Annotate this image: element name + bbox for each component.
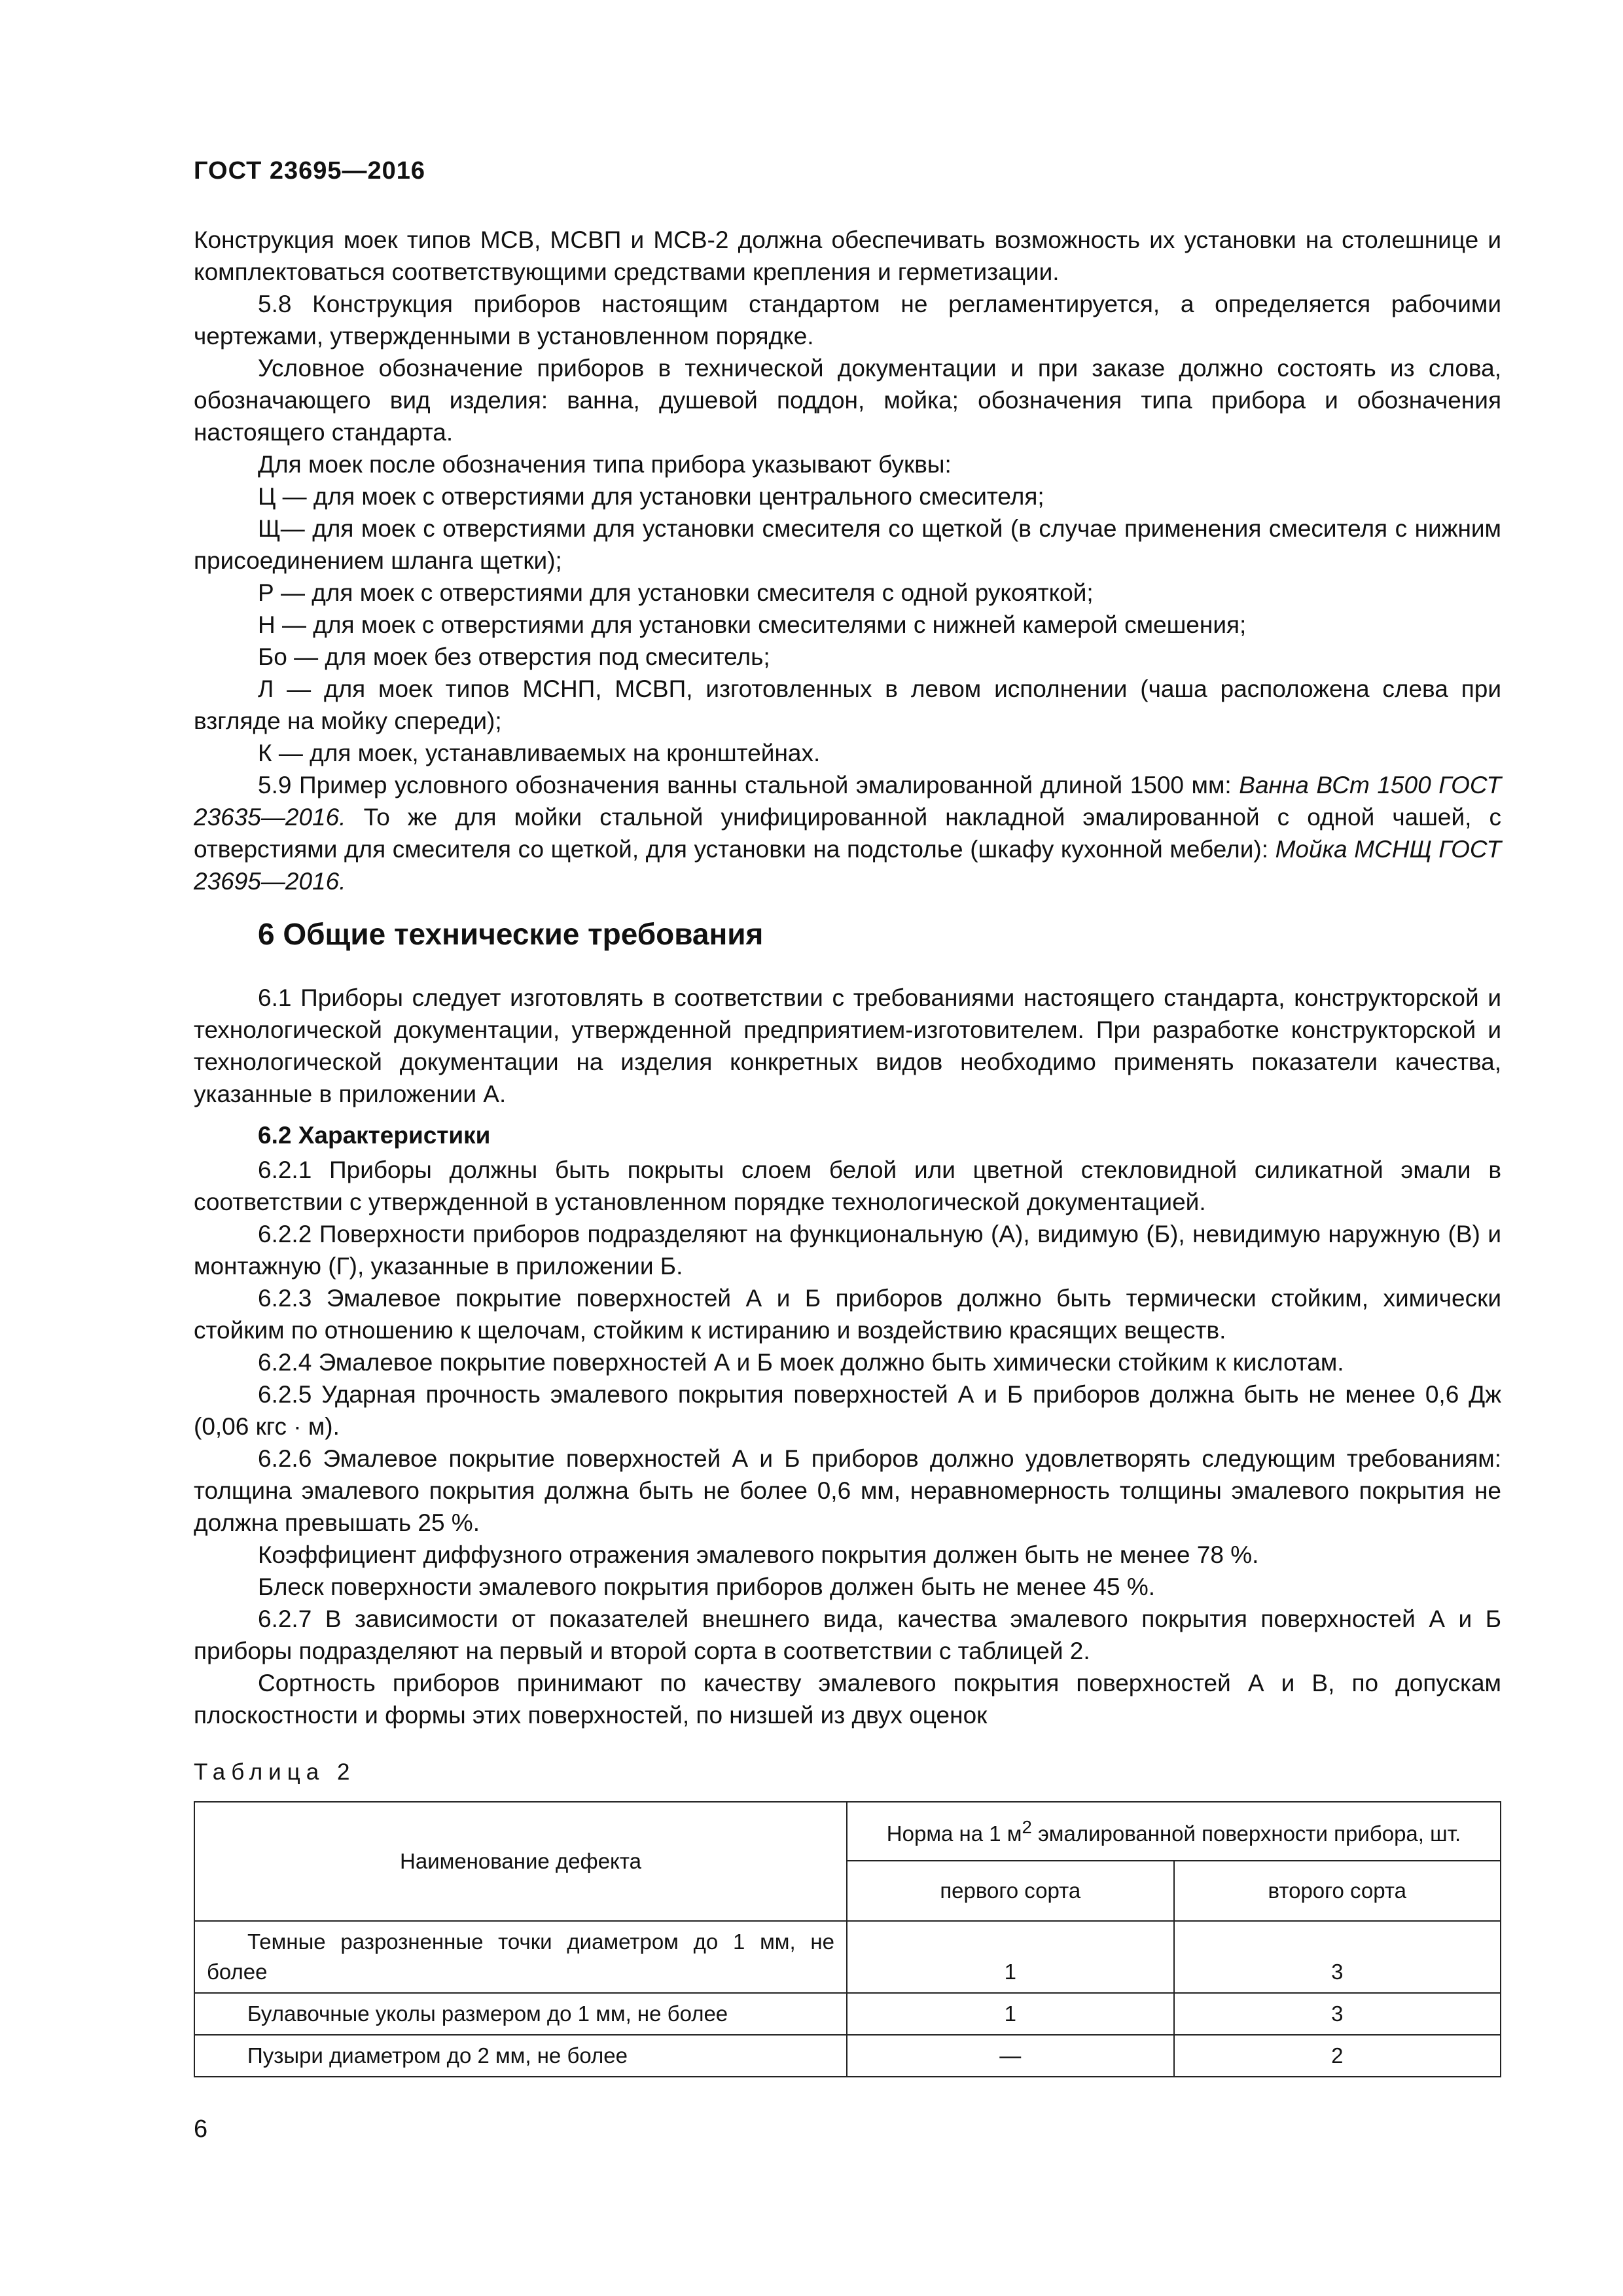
paragraph: 6.2.2 Поверхности приборов подразделяют на функциональную (А), видимую (Б), невидимую наружную (В) и монтажную (Г), указанные в приложении Б. [194, 1221, 1501, 1280]
subsection-heading: 6.2 Характеристики [258, 1122, 491, 1149]
second-grade-cell: 3 [1174, 1993, 1501, 2035]
paragraph: Конструкция моек типов МСВ, МСВП и МСВ-2 должна обеспечивать возможность их установки на столешнице и комплектоваться соответствующими средствами крепления и герметизации. [194, 226, 1501, 285]
column-header-first-grade: первого сорта [847, 1861, 1174, 1921]
paragraph: 6.2.3 Эмалевое покрытие поверхностей А и Б приборов должно быть термически стойким, химически стойким по отношению к щелочам, стойким к истиранию и воздействию красящих веществ. [194, 1285, 1501, 1344]
example-designation: Ванна ВСт 1500 ГОСТ 23635—2016. [194, 772, 1501, 831]
defect-name-cell: Пузыри диаметром до 2 мм, не более [194, 2035, 847, 2077]
table-row [194, 1993, 1501, 2035]
paragraph: Коэффициент диффузного отражения эмалевого покрытия должен быть не менее 78 %. [258, 1541, 1259, 1568]
example-designation: Мойка МСНЩ ГОСТ 23695—2016. [194, 836, 1501, 895]
paragraph: Блеск поверхности эмалевого покрытия приборов должен быть не менее 45 %. [258, 1573, 1156, 1600]
paragraph: 5.8 Конструкция приборов настоящим стандартом не регламентируется, а определяется рабочими чертежами, утвержденными в установленном порядке. [194, 291, 1501, 350]
second-grade-cell: 2 [1174, 2035, 1501, 2077]
defects-table [194, 1801, 1501, 2077]
paragraph: 6.2.1 Приборы должны быть покрыты слоем белой или цветной стекловидной силикатной эмали в соответствии с утвержденной в установленном порядке технологической документацией. [194, 1157, 1501, 1215]
first-grade-cell: 1 [847, 1921, 1174, 1993]
table-header-row [194, 1802, 1501, 1861]
paragraph: Для моек после обозначения типа прибора указывают буквы: [258, 451, 952, 478]
paragraph: Бо — для моек без отверстия под смеситель; [258, 643, 770, 670]
first-grade-cell: 1 [847, 1993, 1174, 2035]
paragraph: Сортность приборов принимают по качеству эмалевого покрытия поверхностей А и В, по допускам плоскостности и формы этих поверхностей, по низшей из двух оценок [194, 1670, 1501, 1729]
section-title: 6 Общие технические требования [258, 917, 764, 951]
example-text: 5.9 Пример условного обозначения ванны стальной эмалированной длиной 1500 мм: [258, 772, 1240, 798]
paragraph: 6.2.5 Ударная прочность эмалевого покрытия поверхностей А и Б приборов должна быть не менее 0,6 Дж (0,06 кгс · м). [194, 1381, 1501, 1440]
column-header-second-grade: второго сорта [1174, 1861, 1501, 1921]
paragraph: Л — для моек типов МСНП, МСВП, изготовленных в левом исполнении (чаша расположена слева при взгляде на мойку спереди); [194, 675, 1501, 734]
paragraph: Условное обозначение приборов в технической документации и при заказе должно состоять из слова, обозначающего вид изделия: ванна, душевой поддон, мойка; обозначения типа прибора и обозначения настоящего стандарта. [194, 355, 1501, 446]
paragraph: Щ— для моек с отверстиями для установки смесителя со щеткой (в случае применения смесителя с нижним присоединением шланга щетки); [194, 515, 1501, 574]
body-text-upper [194, 224, 1501, 897]
example-paragraph [194, 769, 1501, 897]
first-grade-cell: — [847, 2035, 1174, 2077]
paragraph: 6.2.4 Эмалевое покрытие поверхностей А и Б моек должно быть химически стойким к кислотам. [258, 1349, 1344, 1376]
paragraph: Ц — для моек с отверстиями для установки центрального смесителя; [258, 483, 1044, 510]
page-number: 6 [194, 2115, 208, 2143]
column-header-norm: Норма на 1 $м^2$ эмалированной поверхности прибора, шт. [847, 1802, 1501, 1861]
defect-name-cell: Темные разрозненные точки диаметром до 1 мм, не более [194, 1921, 847, 1993]
defect-name-cell: Булавочные уколы размером до 1 мм, не более [194, 1993, 847, 2035]
column-header-defect-name: Наименование дефекта [194, 1802, 847, 1921]
table-row [194, 2035, 1501, 2077]
second-grade-cell: 3 [1174, 1921, 1501, 1993]
paragraph: 6.1 Приборы следует изготовлять в соответствии с требованиями настоящего стандарта, конструкторской и технологической документации, утвержденной предприятием-изготовителем. При разработке конструкторской и технологической документации на изделия конкретных видов необходимо применять показатели качества, указанные в приложении А. [194, 984, 1501, 1107]
body-text-lower [194, 982, 1501, 1731]
example-text: То же для мойки стальной унифицированной накладной эмалированной с одной чашей, с отверстиями для смесителя со щеткой, для установки на подстолье (шкафу кухонной мебели): [194, 804, 1501, 863]
page-header: ГОСТ 23695—2016 [194, 157, 426, 185]
paragraph: 6.2.7 В зависимости от показателей внешнего вида, качества эмалевого покрытия поверхностей А и Б приборы подразделяют на первый и второй сорта в соответствии с таблицей 2. [194, 1605, 1501, 1664]
paragraph: К — для моек, устанавливаемых на кронштейнах. [258, 740, 821, 766]
paragraph: Р — для моек с отверстиями для установки смесителя с одной рукояткой; [258, 579, 1094, 606]
table-caption: Таблица 2 [194, 1759, 356, 1785]
paragraph: 6.2.6 Эмалевое покрытие поверхностей А и Б приборов должно удовлетворять следующим требованиям: толщина эмалевого покрытия должна быть не более 0,6 мм, неравномерность толщины эмалевого покрытия не должна превышать 25 %. [194, 1445, 1501, 1536]
table-row [194, 1921, 1501, 1993]
paragraph: Н — для моек с отверстиями для установки смесителями с нижней камерой смешения; [258, 611, 1247, 638]
